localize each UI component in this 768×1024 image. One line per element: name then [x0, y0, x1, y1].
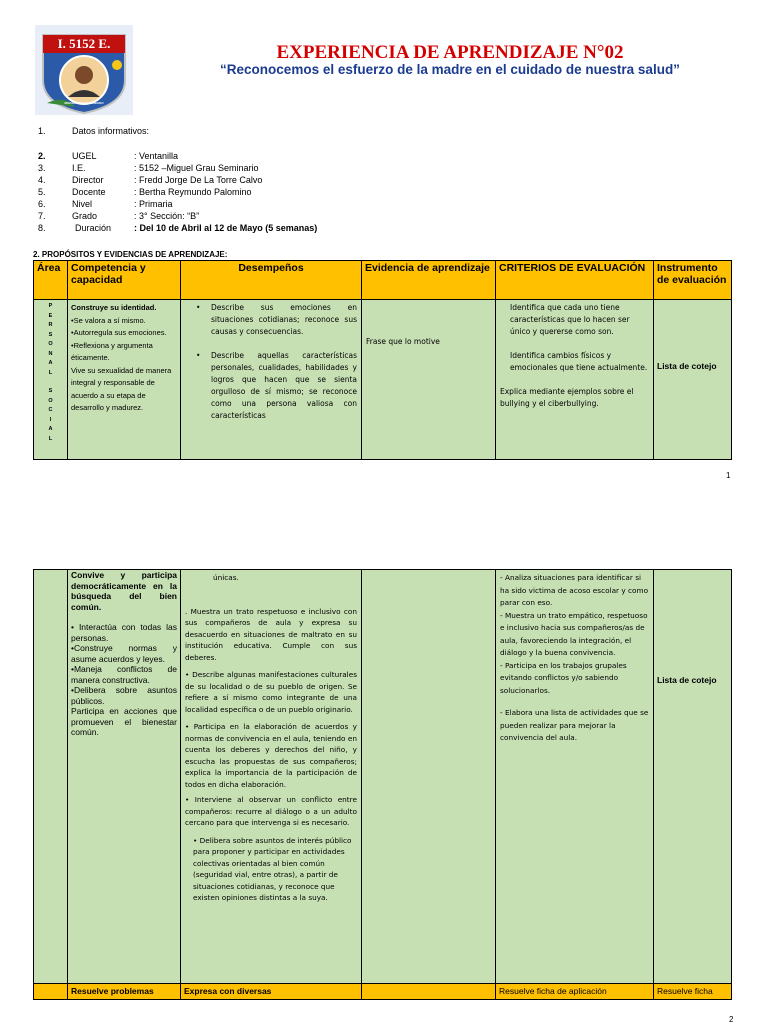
datos-num: 6. — [38, 199, 46, 209]
header-desempenos: Desempeños — [181, 261, 362, 300]
criterio-item: Explica mediante ejemplos sobre el bullying y el ciberbullying. — [500, 387, 634, 408]
header-instrumento: Instrumento de evaluación — [654, 261, 732, 300]
competencia-title: Construye su identidad. — [71, 303, 157, 312]
capacidad-item: •Autorregula sus emociones. — [71, 328, 167, 337]
area-letter: P — [48, 303, 53, 309]
desempeno-item: únicas. — [213, 573, 239, 582]
area-letter: S — [48, 388, 53, 394]
page-number: 1 — [726, 471, 731, 480]
datos-label: Nivel — [72, 199, 93, 209]
header-competencia: Competencia y capacidad — [68, 261, 181, 300]
capacidad-item: Participa en acciones que promueven el bienestar común. — [71, 706, 177, 737]
area-letter: O — [48, 397, 53, 404]
datos-label: Grado — [72, 211, 98, 221]
datos-num: 8. — [38, 223, 46, 233]
evidencia-text: Frase que lo motive — [366, 337, 440, 346]
capacidad-item: • Interactúa con todas las personas. — [71, 622, 177, 643]
criterio-item: - Analiza situaciones para identificar si ha sido victima de acoso escolar y como parar con eso. — [500, 573, 649, 607]
instrumento-text: Lista de cotejo — [657, 675, 717, 685]
bullet-icon: • — [196, 303, 201, 312]
datos-label: UGEL — [72, 151, 97, 161]
area-letter: R — [48, 322, 53, 328]
bullet-icon: • — [196, 351, 201, 360]
capacidad-item: •Reflexiona y argumenta éticamente. — [71, 340, 153, 362]
desempeno-item: • Participa en la elaboración de acuerdos y normas de convivencia en el aula, teniendo en cuenta los deberes y derechos del niño, y escucha las propuestas de sus compañeros; explica la importancia de la participación de todos en dicha elaboración. — [185, 722, 357, 789]
page-number: 2 — [729, 1015, 734, 1024]
competencia-cell — [68, 570, 181, 984]
instrumento-cell: Resuelve ficha — [654, 984, 732, 1000]
competencia-cell — [68, 300, 181, 460]
section-heading: 2. PROPÓSITOS Y EVIDENCIAS DE APRENDIZAJE: — [33, 250, 228, 259]
logo-seal-text: MIGUEL GRAU SEMINARIO — [64, 101, 104, 105]
desempeno-item: • Describe algunas manifestaciones culturales de su localidad o de su pueblo de origen. Se refiere a sí mismo como integrante de una localidad específica o de un pueblo originario. — [185, 670, 357, 714]
propositos-table-page2 — [33, 569, 732, 1000]
capacidad-item: •Construye normas y asume acuerdos y leyes. — [71, 643, 177, 664]
logo-text: I. 5152 E. — [57, 36, 111, 51]
area-cell — [34, 984, 68, 1000]
desempenos-cell — [181, 300, 362, 460]
instrumento-cell — [654, 570, 732, 984]
page-title: EXPERIENCIA DE APRENDIZAJE N°02 — [276, 42, 624, 63]
datos-label: Director — [72, 175, 104, 185]
desempeno-text: Describe aquellas características personales, cualidades, habilidades y logros que hacen que se sienta orgulloso de sí mismo; se reconoce como una persona valiosa con características — [211, 351, 357, 420]
area-letter: S — [48, 331, 53, 338]
area-letter: E — [48, 312, 53, 319]
area-letter: C — [48, 407, 53, 413]
page-subtitle: “Reconocemos el esfuerzo de la madre en el cuidado de nuestra salud” — [220, 62, 680, 77]
datos-value: : Ventanilla — [134, 151, 179, 161]
desempeno-item: . Muestra un trato respetuoso e inclusivo con sus compañeros de aula y expresa su desacuerdo en situaciones de maltrato en su institución educativa. Cumple con sus deberes. — [185, 606, 357, 662]
datos-value: : 5152 –Miguel Grau Seminario — [134, 163, 259, 173]
competencia-cell: Resuelve problemas — [68, 984, 181, 1000]
area-letter: O — [48, 341, 53, 347]
criterios-cell — [496, 570, 654, 984]
desempenos-cell: Expresa con diversas — [181, 984, 362, 1000]
datos-value: : Primaria — [134, 199, 173, 209]
desempenos-cell — [181, 570, 362, 984]
criterio-item: - Elabora una lista de actividades que se pueden realizar para mejorar la convivencia del aula. — [500, 708, 649, 742]
criterio-item: Identifica cambios físicos y emocionales que tiene actualmente. — [510, 351, 648, 372]
datos-num: 3. — [38, 163, 46, 173]
datos-heading-num: 1. — [38, 126, 46, 136]
datos-value: : Fredd Jorge De La Torre Calvo — [134, 175, 263, 185]
criterio-item: - Muestra un trato empático, respetuoso e inclusivo hacia sus compañeros/as de aula, favoreciendo la integración, el diálogo y la buena convivencia. — [500, 610, 648, 657]
datos-value: : Del 10 de Abril al 12 de Mayo (5 semanas) — [134, 223, 318, 233]
area-letter: A — [48, 360, 53, 366]
desempeno-item: • Interviene al observar un conflicto entre compañeros: recurre al diálogo o a un adulto cercano para que intervenga si es necesario. — [185, 795, 357, 827]
evidencia-cell — [362, 984, 496, 1000]
header-evidencia: Evidencia de aprendizaje — [362, 261, 496, 300]
criterio-item: - Participa en los trabajos grupales evitando conflictos y/o sabiendo solucionarlos. — [500, 660, 627, 695]
capacidad-item: •Delibera sobre asuntos públicos. — [71, 685, 177, 706]
school-logo — [35, 25, 133, 115]
datos-num: 2. — [38, 151, 46, 161]
datos-heading: Datos informativos: — [72, 126, 150, 136]
area-letter: L — [48, 369, 53, 376]
instrumento-text: Lista de cotejo — [657, 361, 717, 371]
criterios-cell: Resuelve ficha de aplicación — [496, 984, 654, 1000]
header-criterios: CRITERIOS DE EVALUACIÓN — [496, 261, 654, 300]
datos-num: 4. — [38, 175, 46, 185]
area-cell — [34, 300, 68, 460]
area-letter: I — [49, 416, 52, 423]
evidencia-cell — [362, 300, 496, 460]
criterios-cell — [496, 300, 654, 460]
desempeno-item: • Delibera sobre asuntos de interés público para proponer y participar en actividades colectivas orientadas al bien común (seguridad vial, entre otras), a partir de situaciones cotidianas, y reconoce que existen opiniones distintas a la suya. — [193, 835, 352, 902]
competencia-title: Convive y participa democráticamente en la búsqueda del bien común. — [71, 570, 177, 612]
instrumento-cell — [654, 300, 732, 460]
area-letter: A — [48, 426, 53, 432]
datos-value: : Bertha Reymundo Palomino — [134, 187, 252, 197]
datos-value: : 3° Sección: “B” — [134, 211, 200, 221]
area-letter: N — [48, 350, 53, 357]
capacidad-item: •Maneja conflictos de manera constructiva. — [71, 664, 177, 685]
capacidad-item: Vive su sexualidad de manera integral y responsable de acuerdo a su etapa de desarrollo y madurez. — [71, 365, 172, 412]
capacidad-item: •Se valora a sí mismo. — [71, 315, 146, 325]
datos-num: 5. — [38, 187, 46, 197]
area-letter: L — [48, 435, 53, 442]
datos-label: Duración — [75, 223, 112, 233]
desempeno-item — [196, 350, 357, 422]
propositos-table-page1 — [33, 260, 732, 460]
datos-label: Docente — [72, 187, 106, 197]
evidencia-cell — [362, 570, 496, 984]
criterio-item: Identifica que cada uno tiene características que lo hacen ser único y quererse como son. — [510, 303, 630, 336]
desempeno-item — [196, 302, 357, 338]
header-area: Área — [34, 261, 68, 300]
area-cell — [34, 570, 68, 984]
desempeno-text: Describe sus emociones en situaciones cotidianas; reconoce sus causas y consecuencias. — [211, 303, 357, 336]
datos-label: I.E. — [72, 163, 86, 173]
datos-num: 7. — [38, 211, 46, 221]
